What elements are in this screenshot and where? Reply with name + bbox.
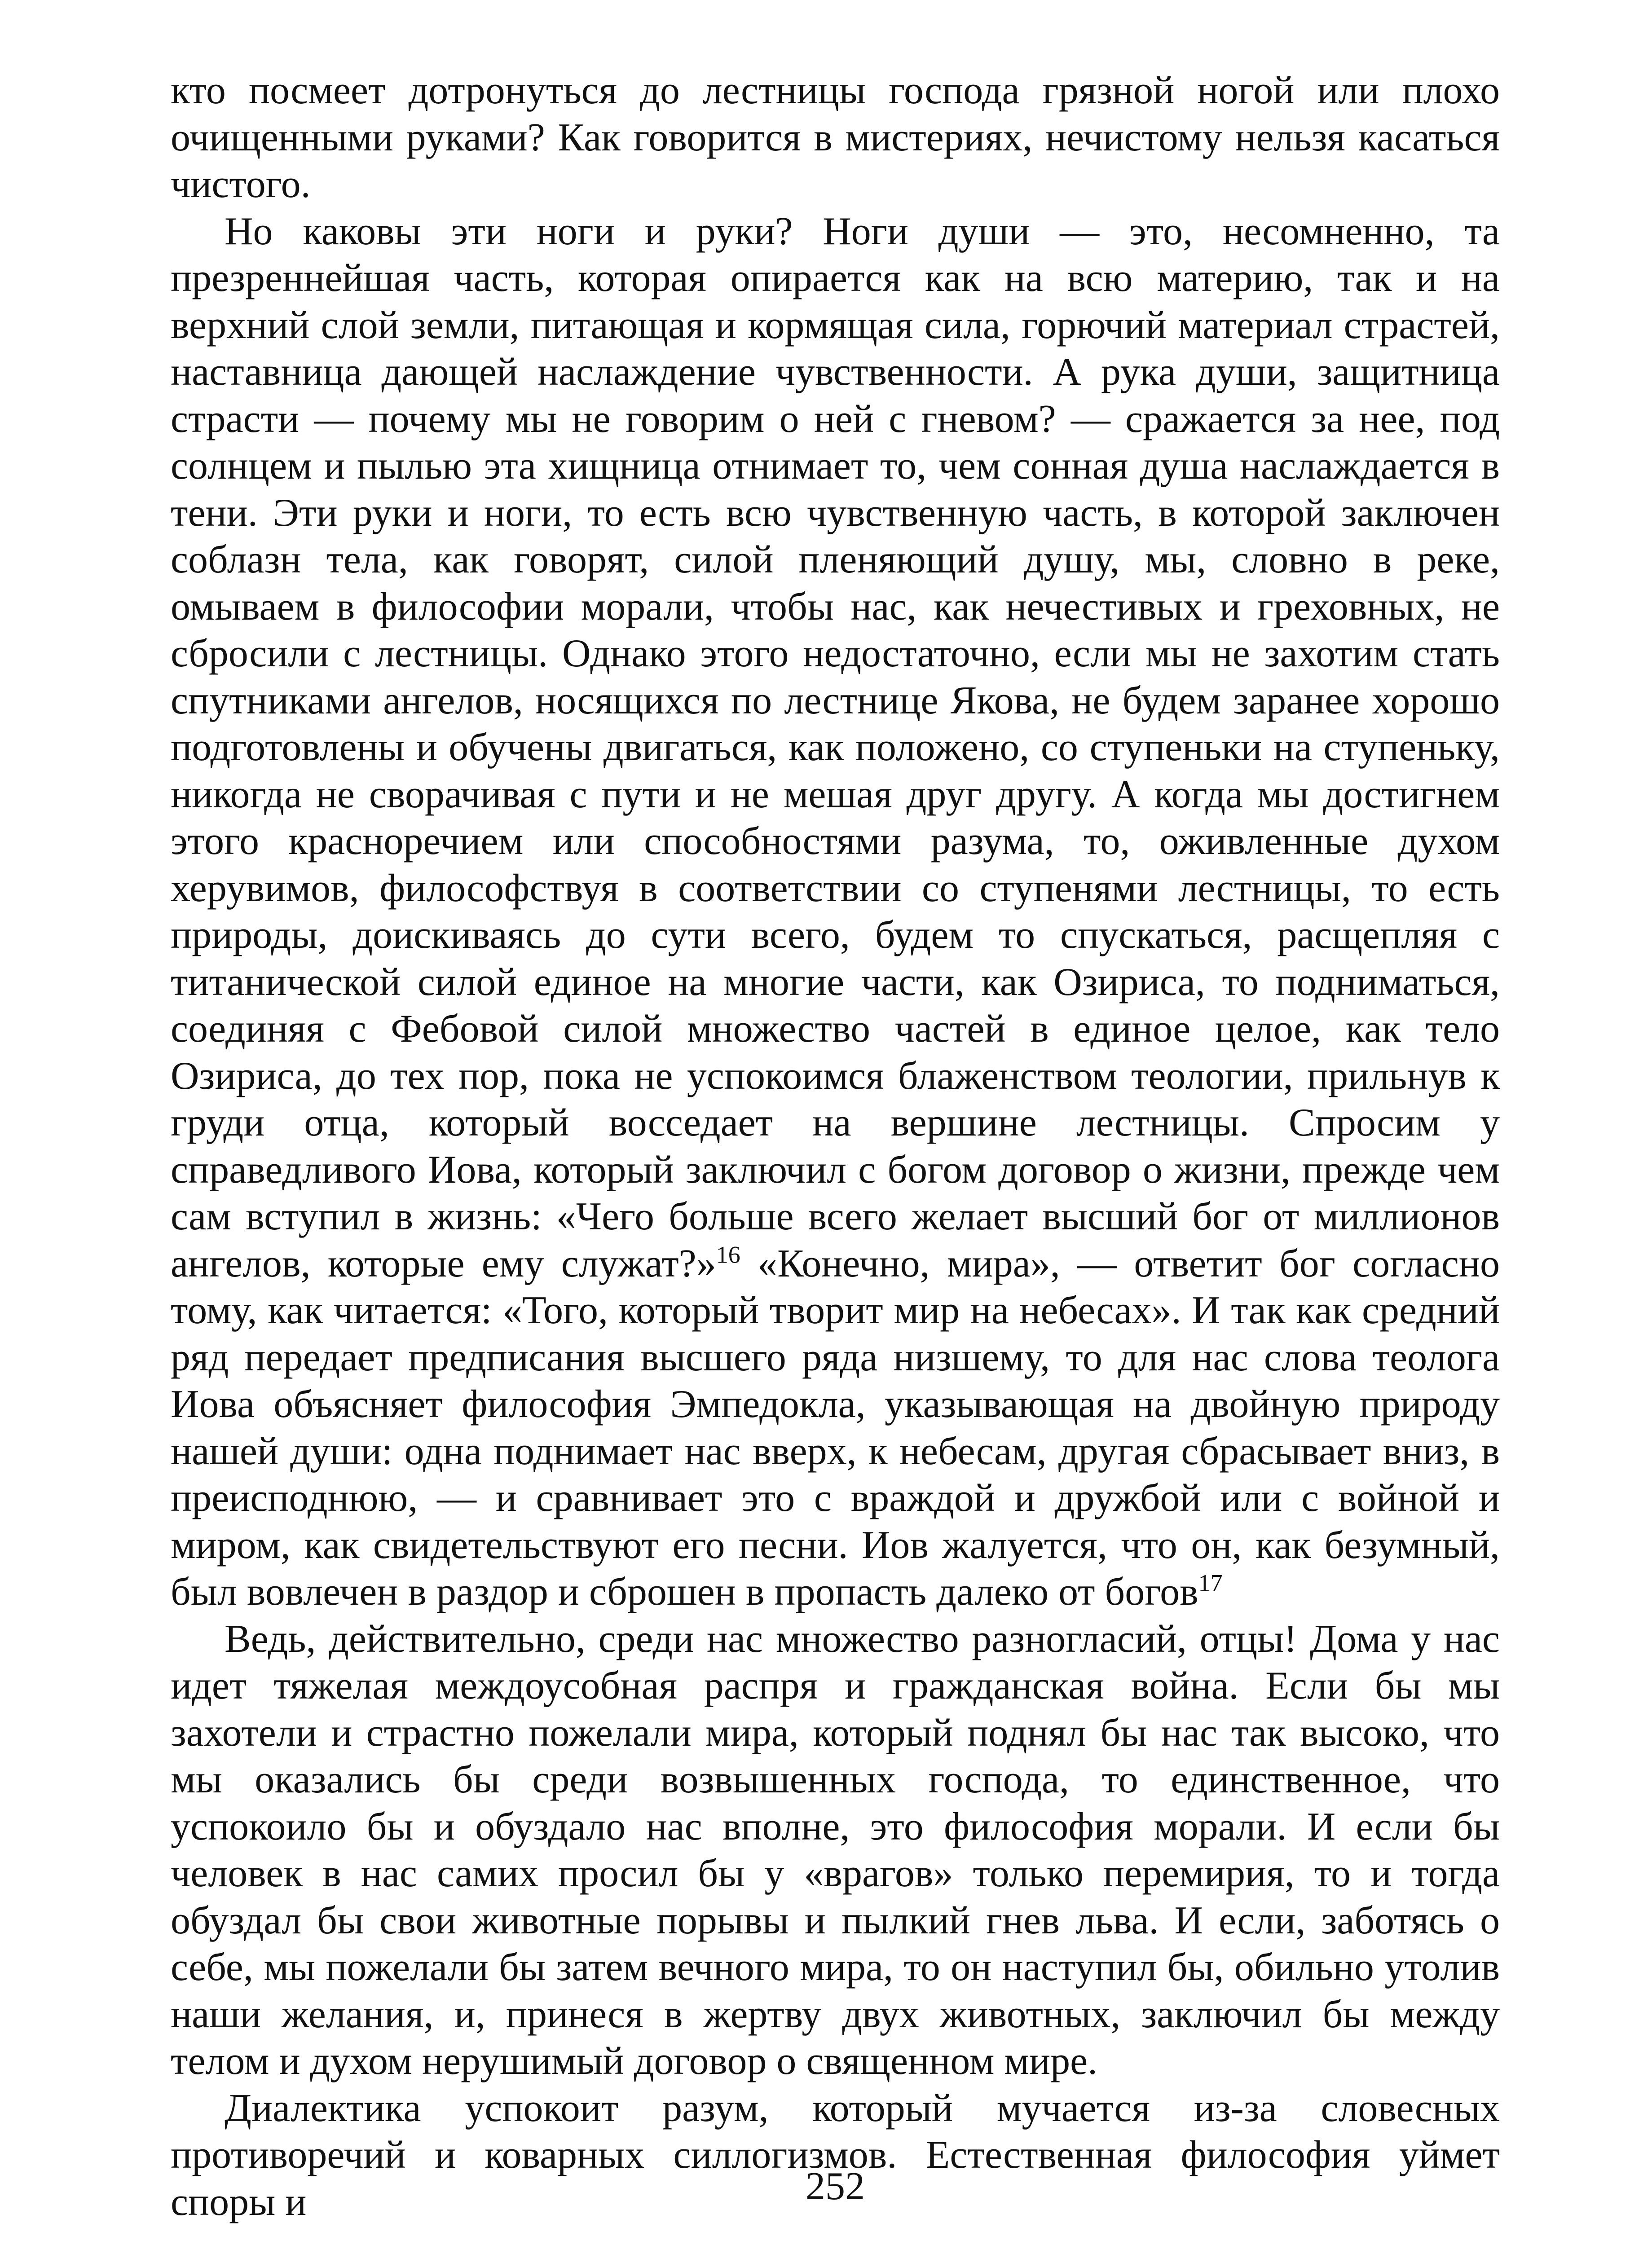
paragraph-2-text-part-1: Но каковы эти ноги и руки? Ноги души — это, несомненно, та презреннейшая часть, которая опирается как на всю материю, так и на верхний слой земли, питающая и кормящая сила, горючий материал страстей, наставница дающей наслаждение чувственности. А рука души, защитница страсти — почему мы не говорим о ней с гневом? — сражается за нее, под солнцем и пылью эта хищница отнимает то, чем сонная душа наслаждается в тени. Эти руки и ноги, то есть всю чувственную часть, в которой заключен соблазн тела, как говорят, силой пленяющий душу, мы, словно в реке, омываем в философии морали, чтобы нас, как нечестивых и греховных, не сбросили с лестницы. Однако этого недостаточно, если мы не захотим стать спутниками ангелов, носящихся по лестнице Якова, не будем заранее хорошо подготовлены и обучены двигаться, как положено, со ступеньки на ступеньку, никогда не сворачивая с пути и не мешая друг другу. А когда мы достигнем этого красноречием или способностями разума, то, оживленные духом херувимов, философствуя в соответствии со ступенями лестницы, то есть природы, доискиваясь до сути всего, будем то спускаться, расщепляя с титанической силой единое на многие части, как Озириса, то подниматься, соединяя с Фебовой силой множество частей в единое целое, как тело Озириса, до тех пор, пока не успокоимся блаженством теологии, прильнув к груди отца, который восседает на вершине лестницы. Спросим у справедливого Иова, который заключил с богом договор о жизни, прежде чем сам вступил в жизнь: «Чего больше всего желает высший бог от миллионов ангелов, которые ему служат?» xyxy=(171,209,1500,1285)
paragraph-2-text-part-2: «Конечно, мира», — ответит бог согласно тому, как читается: «Того, который творит мир на небесах». И так как средний ряд передает предписания высшего ряда низшему, то для нас слова теолога Иова объясняет философия Эмпедокла, указывающая на двойную природу нашей души: одна поднимает нас вверх, к небесам, другая сбрасывает вниз, в преисподнюю, — и сравнивает это с враждой и дружбой или с войной и миром, как свидетельствуют его песни. Иов жалуется, что он, как безумный, был вовлечен в раздор и сброшен в пропасть далеко от богов xyxy=(171,1241,1500,1614)
footnote-17: 17 xyxy=(1198,1569,1223,1597)
paragraph-3 xyxy=(171,1616,1500,2085)
paragraph-4-text: Диалектика успокоит разум, который мучается из-за словесных противоречий и коварных силлогизмов. Естественная философия уймет споры и xyxy=(171,2086,1500,2224)
footnote-16: 16 xyxy=(716,1241,740,1268)
book-page xyxy=(171,67,1500,2224)
page-number: 252 xyxy=(806,2165,865,2208)
paragraph-3-text: Ведь, действительно, среди нас множество разногласий, отцы! Дома у нас идет тяжелая междоусобная распря и гражданская война. Если бы мы захотели и страстно пожелали мира, который поднял бы нас так высоко, что мы оказались бы среди возвышенных господа, то единственное, что успокоило бы и обуздало нас вполне, это философия морали. И если бы человек в нас самих просил бы у «врагов» только перемирия, то и тогда обуздал бы свои животные порывы и пылкий гнев льва. И если, заботясь о себе, мы пожелали бы затем вечного мира, то он наступил бы, обильно утолив наши желания, и, принеся в жертву двух животных, заключил бы между телом и духом нерушимый договор о священном мире. xyxy=(171,1617,1500,2083)
paragraph-1-text: кто посмеет дотронуться до лестницы господа грязной ногой или плохо очищенными руками? Как говорится в мистериях, нечистому нельзя касаться чистого. xyxy=(171,69,1500,206)
paragraph-1 xyxy=(171,67,1500,208)
paragraph-2 xyxy=(171,208,1500,1616)
